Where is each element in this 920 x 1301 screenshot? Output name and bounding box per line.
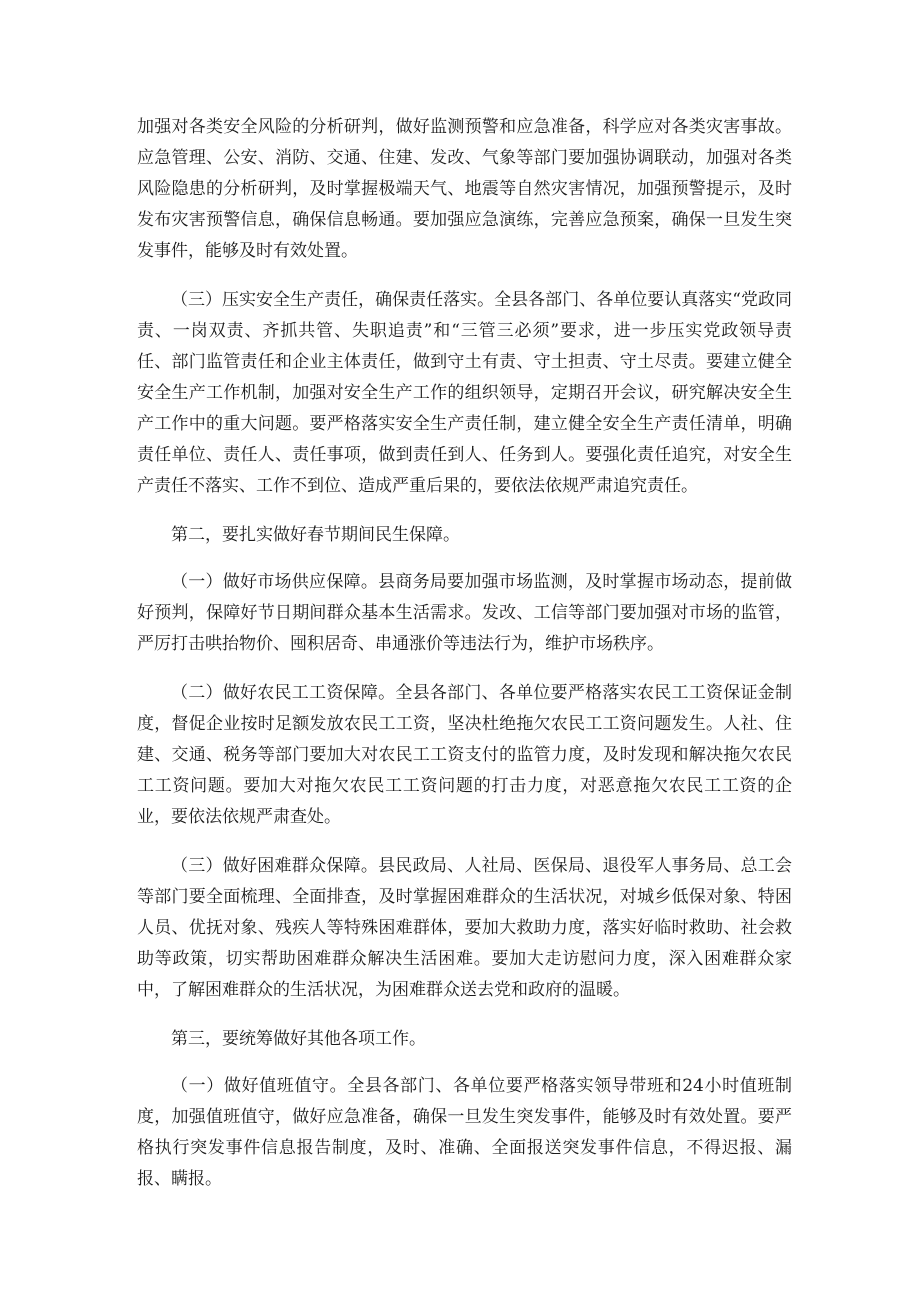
paragraph-risk-analysis: 加强对各类安全风险的分析研判，做好监测预警和应急准备，科学应对各类灾害事故。应急管理、公安、消防、交通、住建、发改、气象等部门要加强协调联动，加强对各类风险隐患的分析研判，及时掌握极端天气、地震等自然灾害情况，加强预警提示，及时发布灾害预警信息，确保信息畅通。要加强应急演练，完善应急预案，确保一旦发生突发事件，能够及时有效处置。 (137, 117, 792, 261)
paragraph-duty-watch: （一）做好值班值守。全县各部门、各单位要严格落实领导带班和24小时值班制度，加强值班值守，做好应急准备，确保一旦发生突发事件，能够及时有效处置。要严格执行突发事件信息报告制度，及时、准确、全面报送突发事件信息，不得迟报、漏报、瞒报。 (137, 1076, 792, 1189)
paragraph-migrant-wages: （二）做好农民工工资保障。全县各部门、各单位要严格落实农民工工资保证金制度，督促企业按时足额发放农民工工资，坚决杜绝拖欠农民工工资问题发生。人社、住建、交通、税务等部门要加大对农民工工资支付的监管力度，及时发现和解决拖欠农民工工资问题。要加大对拖欠农民工工资问题的打击力度，对恶意拖欠农民工工资的企业，要依法依规严肃查处。 (137, 683, 792, 827)
document-body (137, 112, 792, 1213)
paragraph-needy-groups: （三）做好困难群众保障。县民政局、人社局、医保局、退役军人事务局、总工会等部门要全面梳理、全面排查，及时掌握困难群众的生活状况，对城乡低保对象、特困人员、优抚对象、残疾人等特殊困难群体，要加大救助力度，落实好临时救助、社会救助等政策，切实帮助困难群众解决生活困难。要加大走访慰问力度，深入困难群众家中，了解困难群众的生活状况，为困难群众送去党和政府的温暖。 (137, 856, 792, 1000)
paragraph-safety-responsibility: （三）压实安全生产责任，确保责任落实。全县各部门、各单位要认真落实“党政同责、一岗双责、齐抓共管、失职追责”和“三管三必须”要求，进一步压实党政领导责任、部门监管责任和企业主体责任，做到守土有责、守土担责、守土尽责。要建立健全安全生产工作机制，加强对安全生产工作的组织领导，定期召开会议，研究解决安全生产工作中的重大问题。要严格落实安全生产责任制，建立健全安全生产责任清单，明确责任单位、责任人、责任事项，做到责任到人、任务到人。要强化责任追究，对安全生产责任不落实、工作不到位、造成严重后果的，要依法依规严肃追究责任。 (137, 290, 792, 496)
paragraph-market-supply: （一）做好市场供应保障。县商务局要加强市场监测，及时掌握市场动态，提前做好预判，保障好节日期间群众基本生活需求。发改、工信等部门要加强对市场的监管，严厉打击哄抬物价、囤积居奇、串通涨价等违法行为，维护市场秩序。 (137, 572, 792, 654)
section-heading-other-work: 第三，要统筹做好其他各项工作。 (171, 1029, 426, 1049)
section-heading-livelihood: 第二，要扎实做好春节期间民生保障。 (171, 525, 460, 545)
